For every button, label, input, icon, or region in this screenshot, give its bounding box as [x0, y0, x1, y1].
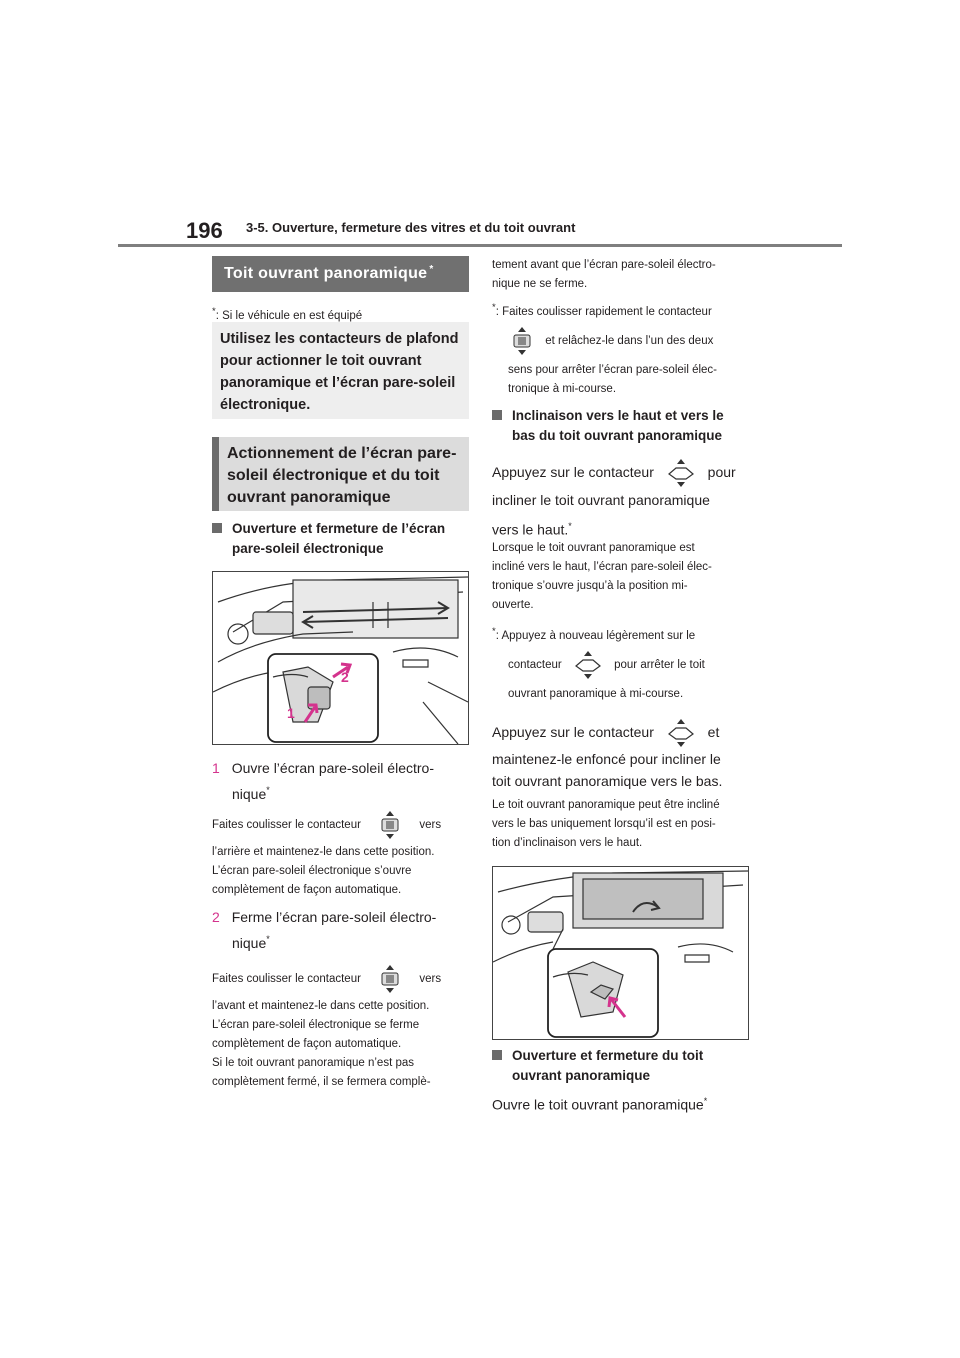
tilt-switch-icon [573, 650, 603, 680]
tilt-switch-icon [666, 458, 696, 488]
tilt-down-paragraph [492, 716, 754, 748]
paragraph-text: Appuyez sur le contacteur [492, 724, 654, 740]
header-rule [118, 244, 842, 247]
note-text: : Faites coulisser rapidement le contacteur [495, 305, 712, 318]
note-line: sens pour arrêter l’écran pare-soleil élec- [508, 364, 718, 376]
footnote-asterisk: * [212, 306, 216, 317]
detail-line: ouverte. [492, 599, 534, 611]
subsection-line: ouvrant panoramique [227, 489, 391, 506]
detail-line: l’avant et maintenez-le dans cette position. [212, 1000, 430, 1012]
square-bullet-icon [492, 1050, 502, 1060]
note-text: contacteur [508, 659, 562, 672]
subsection-line: Actionnement de l’écran pare- [227, 445, 457, 462]
asterisk: * [266, 934, 270, 944]
step-2-detail [212, 997, 472, 1092]
heading-open-close-shade [212, 519, 492, 559]
tilt-down-detail [492, 796, 754, 853]
step-number-1: 1 [212, 760, 220, 776]
paragraph-text: Appuyez sur le contacteur [492, 464, 654, 480]
step-1 [212, 757, 472, 805]
detail-line: Lorsque le toit ouvrant panoramique est [492, 542, 695, 554]
illustration-tilt-console [493, 867, 748, 1039]
note-line: tronique à mi-course. [508, 383, 617, 395]
detail-line: incliné vers le haut, l’écran pare-soleil élec- [492, 561, 712, 573]
intro-line: pour actionner le toit ouvrant [220, 353, 422, 369]
tilt-up-detail [492, 539, 754, 615]
detail-line: complètement de façon automatique. [212, 1038, 402, 1050]
step-text: Ouvre l’écran pare-soleil électro- [231, 760, 434, 776]
paragraph-line: maintenez-le enfoncé pour incliner le [492, 751, 721, 767]
tilt-switch-icon [666, 718, 696, 748]
note-2 [492, 622, 754, 646]
detail-line: tronique s’ouvre jusqu’à la position mi- [492, 580, 688, 592]
asterisk: * [266, 785, 270, 795]
intro-line: électronique. [220, 397, 311, 413]
asterisk: * [703, 1096, 708, 1106]
paragraph-text: et [707, 724, 720, 740]
note-1-switch-line [508, 326, 754, 356]
figure-label-2: 2 [341, 669, 349, 685]
detail-text: Faites coulisser le contacteur [212, 819, 361, 832]
asterisk: * [568, 521, 572, 531]
figure-tilt-switch [492, 866, 749, 1040]
paragraph-line: incliner le toit ouvrant panoramique [492, 492, 710, 508]
note-2-rest [508, 685, 754, 704]
sliding-switch-icon [508, 326, 536, 356]
page-number: 196 [186, 218, 223, 243]
section-title [212, 256, 469, 292]
figure-shade-switch [212, 571, 469, 745]
heading-line: Inclinaison vers le haut et vers le [512, 408, 724, 423]
square-bullet-icon [492, 410, 502, 420]
paragraph-line: vers le haut. [492, 521, 569, 538]
heading-open-close-roof [492, 1046, 774, 1086]
footnote-text: : Si le véhicule en est équipé [215, 309, 363, 322]
illustration-ceiling-console [213, 572, 468, 744]
intro-line: Utilisez les contacteurs de plafond [220, 331, 459, 347]
note-text: pour arrêter le toit [614, 659, 705, 672]
detail-line: L’écran pare-soleil électronique se ferme [212, 1019, 420, 1031]
paragraph-text: Ouvre le toit ouvrant panoramique [492, 1096, 704, 1113]
paragraph-text: pour [707, 464, 736, 480]
detail-line: complètement de façon automatique. [212, 884, 402, 896]
asterisk: * [492, 626, 496, 637]
intro-line: panoramique et l’écran pare-soleil [220, 375, 456, 391]
step-1-detail [212, 843, 472, 900]
detail-line: complètement fermé, il se fermera complè- [212, 1076, 431, 1088]
detail-line: Si le toit ouvrant panoramique n’est pas [212, 1057, 415, 1069]
section-title-text: Toit ouvrant panoramique [224, 265, 428, 282]
continued-text [492, 256, 754, 294]
detail-line: Le toit ouvrant panoramique peut être incliné [492, 799, 720, 811]
note-1 [492, 298, 754, 322]
detail-text: vers [419, 819, 442, 832]
heading-line: bas du toit ouvrant panoramique [512, 428, 723, 443]
text-line: tement avant que l’écran pare-soleil électro- [492, 259, 716, 271]
heading-line: ouvrant panoramique [512, 1068, 651, 1083]
step-2 [212, 906, 472, 954]
note-line: ouvrant panoramique à mi-course. [508, 688, 684, 700]
asterisk: * [492, 302, 496, 313]
note-1-rest [508, 361, 754, 399]
heading-line: Ouverture et fermeture du toit [512, 1048, 704, 1063]
subsection-line: soleil électronique et du toit [227, 467, 440, 484]
running-header: 3-5. Ouverture, fermeture des vitres et du toit ouvrant [246, 220, 576, 235]
step-2-detail-line [212, 964, 472, 994]
detail-text: Faites coulisser le contacteur [212, 973, 361, 986]
step-number-2: 2 [212, 909, 220, 925]
figure-label-1: 1 [287, 705, 295, 721]
step-text: nique [232, 934, 267, 951]
heading-line: Ouverture et fermeture de l’écran [232, 521, 446, 536]
tilt-up-paragraph [492, 456, 754, 488]
subsection-heading [212, 437, 469, 511]
detail-line: tion d’inclinaison vers le haut. [492, 837, 643, 849]
step-text: nique [232, 785, 267, 802]
intro-box [212, 322, 469, 419]
paragraph-line: toit ouvrant panoramique vers le bas. [492, 773, 723, 789]
note-text: : Appuyez à nouveau légèrement sur le [495, 629, 696, 642]
heading-line: pare-soleil électronique [232, 541, 384, 556]
detail-line: L’écran pare-soleil électronique s’ouvre [212, 865, 412, 877]
detail-text: vers [419, 973, 442, 986]
step-text: Ferme l’écran pare-soleil électro- [231, 909, 437, 925]
square-bullet-icon [212, 523, 222, 533]
title-asterisk: * [429, 264, 434, 275]
detail-line: vers le bas uniquement lorsqu’il est en posi- [492, 818, 716, 830]
text-line: nique ne se ferme. [492, 278, 588, 290]
sliding-switch-icon [376, 810, 404, 840]
sliding-switch-icon [376, 964, 404, 994]
note-text: et relâchez-le dans l’un des deux [545, 335, 714, 348]
tilt-up-paragraph-rest [492, 489, 754, 541]
heading-tilt [492, 406, 774, 446]
step-1-detail-line [212, 810, 472, 840]
tilt-down-paragraph-rest [492, 748, 754, 792]
note-2-switch-line [508, 650, 754, 680]
detail-line: l’arrière et maintenez-le dans cette position. [212, 846, 435, 858]
open-roof-paragraph [492, 1090, 754, 1116]
